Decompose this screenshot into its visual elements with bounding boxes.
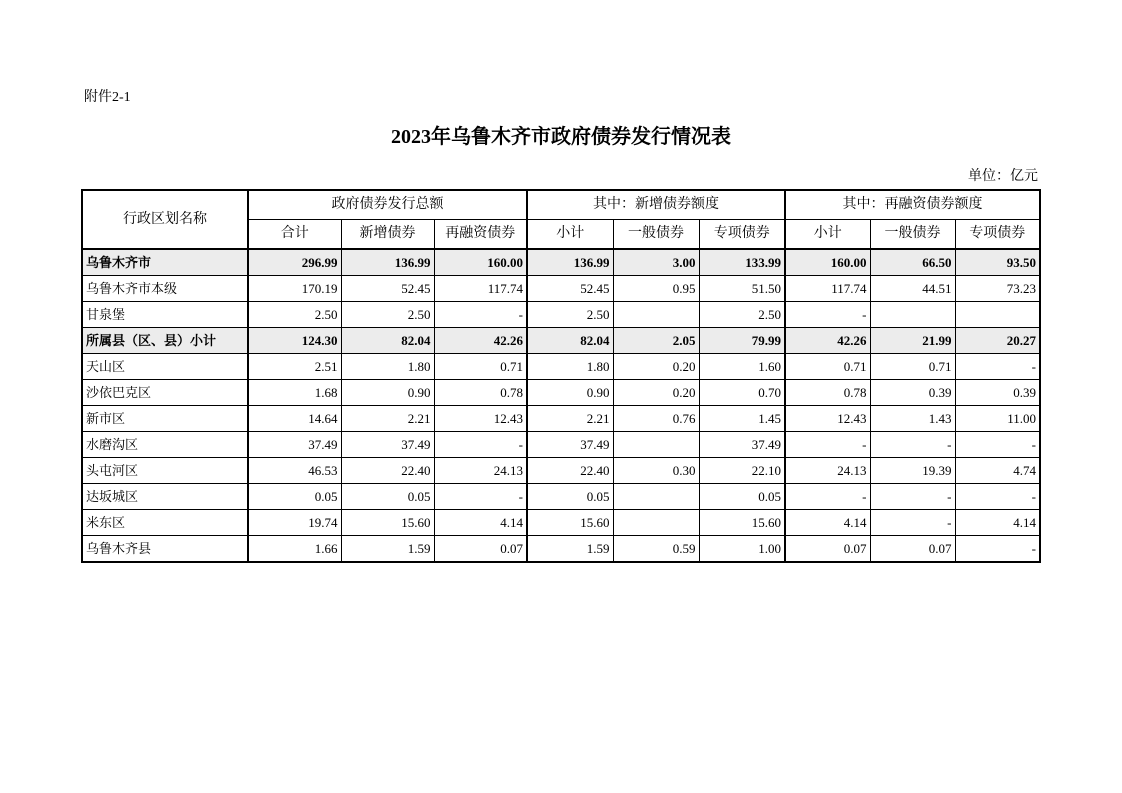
value-cell: 4.74 [955, 458, 1040, 484]
table-row [82, 354, 1040, 380]
value-cell: 66.50 [870, 249, 955, 276]
value-cell: 0.71 [870, 354, 955, 380]
value-cell: 11.00 [955, 406, 1040, 432]
value-cell: 170.19 [248, 276, 341, 302]
value-cell: 160.00 [785, 249, 870, 276]
value-cell: 1.00 [699, 536, 785, 563]
page-title: 2023年乌鲁木齐市政府债券发行情况表 [391, 126, 731, 148]
value-cell: 0.07 [434, 536, 527, 563]
value-cell: 117.74 [434, 276, 527, 302]
value-cell [613, 432, 699, 458]
value-cell: 1.80 [527, 354, 613, 380]
value-cell: 24.13 [785, 458, 870, 484]
value-cell: 52.45 [341, 276, 434, 302]
value-cell: - [785, 484, 870, 510]
value-cell: 44.51 [870, 276, 955, 302]
value-cell: 136.99 [341, 249, 434, 276]
region-header: 行政区划名称 [82, 190, 248, 249]
value-cell: 22.40 [341, 458, 434, 484]
value-cell: - [955, 536, 1040, 563]
table-row [82, 432, 1040, 458]
value-cell: 42.26 [434, 328, 527, 354]
value-cell: 0.90 [341, 380, 434, 406]
table-row [82, 510, 1040, 536]
value-cell: 0.76 [613, 406, 699, 432]
value-cell: 19.39 [870, 458, 955, 484]
value-cell: 0.07 [785, 536, 870, 563]
value-cell: 12.43 [434, 406, 527, 432]
group-header-refinance: 其中：再融资债券额度 [785, 190, 1040, 220]
value-cell: 0.39 [955, 380, 1040, 406]
value-cell [613, 510, 699, 536]
table-row [82, 536, 1040, 563]
value-cell: 15.60 [527, 510, 613, 536]
value-cell: 0.39 [870, 380, 955, 406]
value-cell: 15.60 [699, 510, 785, 536]
value-cell [613, 484, 699, 510]
value-cell: 0.07 [870, 536, 955, 563]
subheader-total-sum: 合计 [248, 220, 341, 250]
value-cell: 14.64 [248, 406, 341, 432]
value-cell: 1.59 [527, 536, 613, 563]
region-name-cell: 达坂城区 [82, 484, 248, 510]
value-cell: 2.21 [527, 406, 613, 432]
value-cell: 93.50 [955, 249, 1040, 276]
value-cell: 0.59 [613, 536, 699, 563]
table-row [82, 484, 1040, 510]
value-cell: - [870, 484, 955, 510]
value-cell: 117.74 [785, 276, 870, 302]
value-cell: 1.80 [341, 354, 434, 380]
value-cell: 124.30 [248, 328, 341, 354]
value-cell: 2.50 [527, 302, 613, 328]
value-cell: 2.21 [341, 406, 434, 432]
value-cell: 3.00 [613, 249, 699, 276]
region-name-cell: 乌鲁木齐市本级 [82, 276, 248, 302]
value-cell: 0.30 [613, 458, 699, 484]
value-cell: 0.05 [527, 484, 613, 510]
value-cell: 0.95 [613, 276, 699, 302]
value-cell: - [955, 354, 1040, 380]
value-cell: 4.14 [955, 510, 1040, 536]
value-cell: 22.10 [699, 458, 785, 484]
value-cell: - [870, 510, 955, 536]
value-cell: 2.50 [699, 302, 785, 328]
table-row [82, 276, 1040, 302]
value-cell: - [785, 302, 870, 328]
group-header-new: 其中：新增债券额度 [527, 190, 785, 220]
table-row [82, 406, 1040, 432]
value-cell: 46.53 [248, 458, 341, 484]
region-name-cell: 米东区 [82, 510, 248, 536]
region-name-cell: 新市区 [82, 406, 248, 432]
value-cell: 52.45 [527, 276, 613, 302]
value-cell: 82.04 [527, 328, 613, 354]
value-cell: 51.50 [699, 276, 785, 302]
value-cell: 15.60 [341, 510, 434, 536]
subheader-new-general: 一般债券 [613, 220, 699, 250]
value-cell: 4.14 [434, 510, 527, 536]
table-group-header-row [82, 190, 1040, 220]
table-row [82, 328, 1040, 354]
value-cell: 2.50 [341, 302, 434, 328]
value-cell: - [434, 484, 527, 510]
subheader-refinance-special: 专项债券 [955, 220, 1040, 250]
region-name-cell: 头屯河区 [82, 458, 248, 484]
region-name-cell: 水磨沟区 [82, 432, 248, 458]
subheader-new-subtotal: 小计 [527, 220, 613, 250]
value-cell: 73.23 [955, 276, 1040, 302]
value-cell: 0.20 [613, 380, 699, 406]
value-cell [613, 302, 699, 328]
value-cell: 37.49 [248, 432, 341, 458]
value-cell: 1.43 [870, 406, 955, 432]
value-cell: 37.49 [341, 432, 434, 458]
value-cell: 2.05 [613, 328, 699, 354]
value-cell: 22.40 [527, 458, 613, 484]
value-cell: 19.74 [248, 510, 341, 536]
region-name-cell: 乌鲁木齐市 [82, 249, 248, 276]
table-row [82, 458, 1040, 484]
table-row [82, 302, 1040, 328]
table-row [82, 380, 1040, 406]
value-cell: 4.14 [785, 510, 870, 536]
value-cell: 1.60 [699, 354, 785, 380]
region-name-cell: 乌鲁木齐县 [82, 536, 248, 563]
value-cell: 12.43 [785, 406, 870, 432]
value-cell [870, 302, 955, 328]
value-cell: 0.71 [434, 354, 527, 380]
value-cell: 2.50 [248, 302, 341, 328]
subheader-total-refinance: 再融资债券 [434, 220, 527, 250]
group-header-total: 政府债券发行总额 [248, 190, 527, 220]
subheader-refinance-general: 一般债券 [870, 220, 955, 250]
value-cell: 21.99 [870, 328, 955, 354]
region-name-cell: 所属县（区、县）小计 [82, 328, 248, 354]
value-cell: 0.78 [785, 380, 870, 406]
value-cell: - [870, 432, 955, 458]
value-cell: 79.99 [699, 328, 785, 354]
value-cell: 0.05 [699, 484, 785, 510]
value-cell: 136.99 [527, 249, 613, 276]
value-cell: 37.49 [699, 432, 785, 458]
value-cell: - [955, 484, 1040, 510]
region-name-cell: 天山区 [82, 354, 248, 380]
value-cell: 0.70 [699, 380, 785, 406]
value-cell: 0.78 [434, 380, 527, 406]
value-cell: 1.59 [341, 536, 434, 563]
value-cell: 0.20 [613, 354, 699, 380]
value-cell: - [785, 432, 870, 458]
value-cell: 2.51 [248, 354, 341, 380]
value-cell: 1.66 [248, 536, 341, 563]
value-cell: 0.05 [341, 484, 434, 510]
value-cell: 1.45 [699, 406, 785, 432]
subheader-refinance-subtotal: 小计 [785, 220, 870, 250]
region-name-cell: 甘泉堡 [82, 302, 248, 328]
value-cell [955, 302, 1040, 328]
value-cell: 0.71 [785, 354, 870, 380]
value-cell: 82.04 [341, 328, 434, 354]
value-cell: 24.13 [434, 458, 527, 484]
value-cell: - [434, 432, 527, 458]
value-cell: 160.00 [434, 249, 527, 276]
attachment-label: 附件2-1 [84, 90, 131, 105]
region-name-cell: 沙依巴克区 [82, 380, 248, 406]
value-cell: 20.27 [955, 328, 1040, 354]
value-cell: 37.49 [527, 432, 613, 458]
unit-label: 单位：亿元 [968, 169, 1038, 184]
table-body [82, 249, 1040, 562]
subheader-total-new: 新增债券 [341, 220, 434, 250]
table-row [82, 249, 1040, 276]
bond-issuance-table [81, 189, 1041, 563]
value-cell: 296.99 [248, 249, 341, 276]
value-cell: 0.05 [248, 484, 341, 510]
value-cell: 1.68 [248, 380, 341, 406]
value-cell: - [955, 432, 1040, 458]
value-cell: 133.99 [699, 249, 785, 276]
value-cell: 42.26 [785, 328, 870, 354]
subheader-new-special: 专项债券 [699, 220, 785, 250]
value-cell: - [434, 302, 527, 328]
value-cell: 0.90 [527, 380, 613, 406]
